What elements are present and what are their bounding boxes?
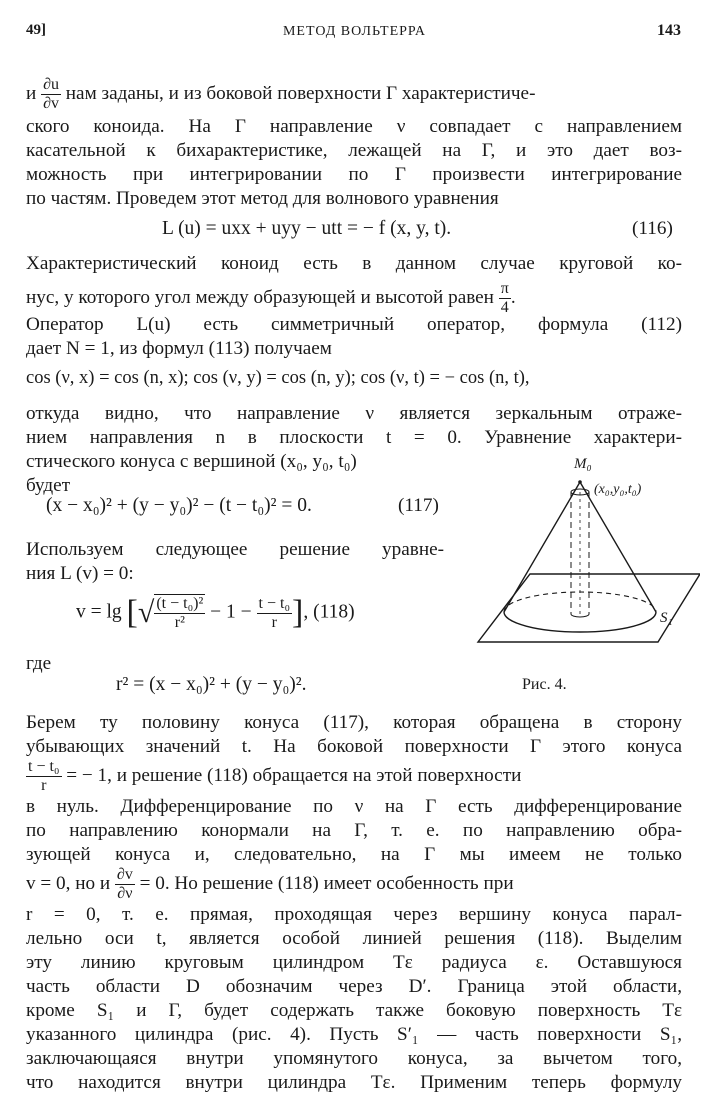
text-line: нус, у которого угол между образующей и высотой равен $\frac{\pi}{4}$ . (26, 280, 516, 316)
text-line: Оператор L(u) есть симметричный оператор, формула (112) (26, 314, 682, 335)
text-line: убывающих значений t. На боковой поверхности Γ этого конуса (26, 736, 682, 757)
cylinder-bottom (571, 614, 589, 617)
text-line: ского коноида. На Γ направление ν совпадает с направлением (26, 116, 682, 137)
text-line: v = 0, но и $\frac{\partial v}{\partial\nu}$ = 0. Но решение (118) имеет особенность при (26, 866, 514, 902)
section-number: 49] (26, 22, 46, 38)
text-line: можность при интегрировании по Γ произвести интегрирование (26, 164, 682, 185)
text-line: нием направления n в плоскости t = 0. Уравнение характери- (26, 427, 682, 448)
text-line: в нуль. Дифференцирование по ν на Γ есть дифференцирование (26, 796, 682, 817)
text-line: указанного цилиндра (рис. 4). Пусть S′₁ — часть поверхности S₁, (26, 1024, 682, 1045)
text-line: откуда видно, что направление ν является зеркальным отраже- (26, 403, 682, 424)
equation-117: (x − x₀)² + (y − y₀)² − (t − t₀)² = 0. (46, 495, 312, 516)
text-line: где (26, 653, 52, 674)
text-line: Используем следующее решение уравне- (26, 539, 444, 560)
cone-base-back (504, 592, 656, 612)
fraction-dv-dnu: $\frac{\partial v}{\partial\nu}$ (116, 866, 133, 902)
text-line: кроме S₁ и Γ, будет содержать также боковую поверхность Tε (26, 1000, 682, 1021)
text-line: Берем ту половину конуса (117), которая обращена в сторону (26, 712, 682, 733)
fraction-t-t0-r: $\frac{\text{t − t₀}}{r}$ (28, 758, 60, 794)
running-title: МЕТОД ВОЛЬТЕРРА (282, 24, 427, 39)
text-line: $\frac{\text{t − t₀}}{r}$ = − 1, и решение (118) обращается на этой поверхности (28, 758, 522, 794)
cone-side-left (504, 482, 580, 612)
text-line: ния L (v) = 0: (26, 563, 134, 584)
equation-number-117: (117) (398, 495, 439, 516)
text-line: стического конуса с вершиной (x₀, y₀, t₀) (26, 451, 357, 472)
text-line: что находится внутри цилиндра Tε. Применим теперь формулу (26, 1072, 682, 1093)
text-line: эту линию круговым цилиндром Tε радиуса ε. Оставшуюся (26, 952, 682, 973)
cone-base-front (504, 612, 656, 632)
text-line: будет (26, 475, 71, 496)
coordinate-label: (x₀,y₀,t₀) (594, 482, 642, 497)
text-line: r = 0, т. е. прямая, проходящая через вершину конуса парал- (26, 904, 682, 925)
page-number: 143 (657, 22, 681, 39)
text-line: зующей конуса и, следовательно, на Γ мы имеем не только (26, 844, 682, 865)
text-line: Характеристический коноид есть в данном случае круговой ко- (26, 253, 682, 274)
text-line: часть области D обозначим через D′. Граница этой области, (26, 976, 682, 997)
equation-cosines: cos (ν, x) = cos (n, x); cos (ν, y) = cos (n, y); cos (ν, t) = − cos (n, t), (26, 368, 530, 388)
figure-caption: Рис. 4. (522, 676, 567, 693)
plane-label: S₁ (660, 610, 673, 626)
text-line: по частям. Проведем этот метод для волнового уравнения (26, 188, 499, 209)
fraction-du-dv: $\frac{\partial u}{\partial v}$ (43, 76, 59, 112)
cone-vertex (578, 480, 582, 484)
equation-r: r² = (x − x₀)² + (y − y₀)². (116, 674, 307, 695)
fraction-pi-4: $\frac{\pi}{4}$ (500, 280, 509, 316)
text-line: заключающаяся внутри упомянутого конуса, за вычетом того, (26, 1048, 682, 1069)
text-line: дает N = 1, из формул (113) получаем (26, 338, 332, 359)
equation-number-116: (116) (632, 218, 673, 239)
vertex-label: M₀ (574, 456, 592, 472)
text-line: и $\frac{\partial u}{\partial v}$ нам заданы, и из боковой поверхности Γ характеристиче- (26, 76, 536, 112)
equation-116: L (u) = uxx + uyy − utt = − f (x, y, t). (162, 218, 452, 239)
text-line: по направлению конормали на Γ, т. е. по направлению обра- (26, 820, 682, 841)
text-line: касательной к бихарактеристике, лежащей на Γ, и это дает воз- (26, 140, 682, 161)
equation-118: v = lg [√ $\frac{\text{(t − t₀)²}}{\text{r²}}$ − 1 − $\frac{\text{t − t₀}}{r}$ ], (118) (76, 594, 355, 631)
text-line: лельно оси t, является особой линией решения (118). Выделим (26, 928, 682, 949)
cone-figure (470, 452, 700, 692)
